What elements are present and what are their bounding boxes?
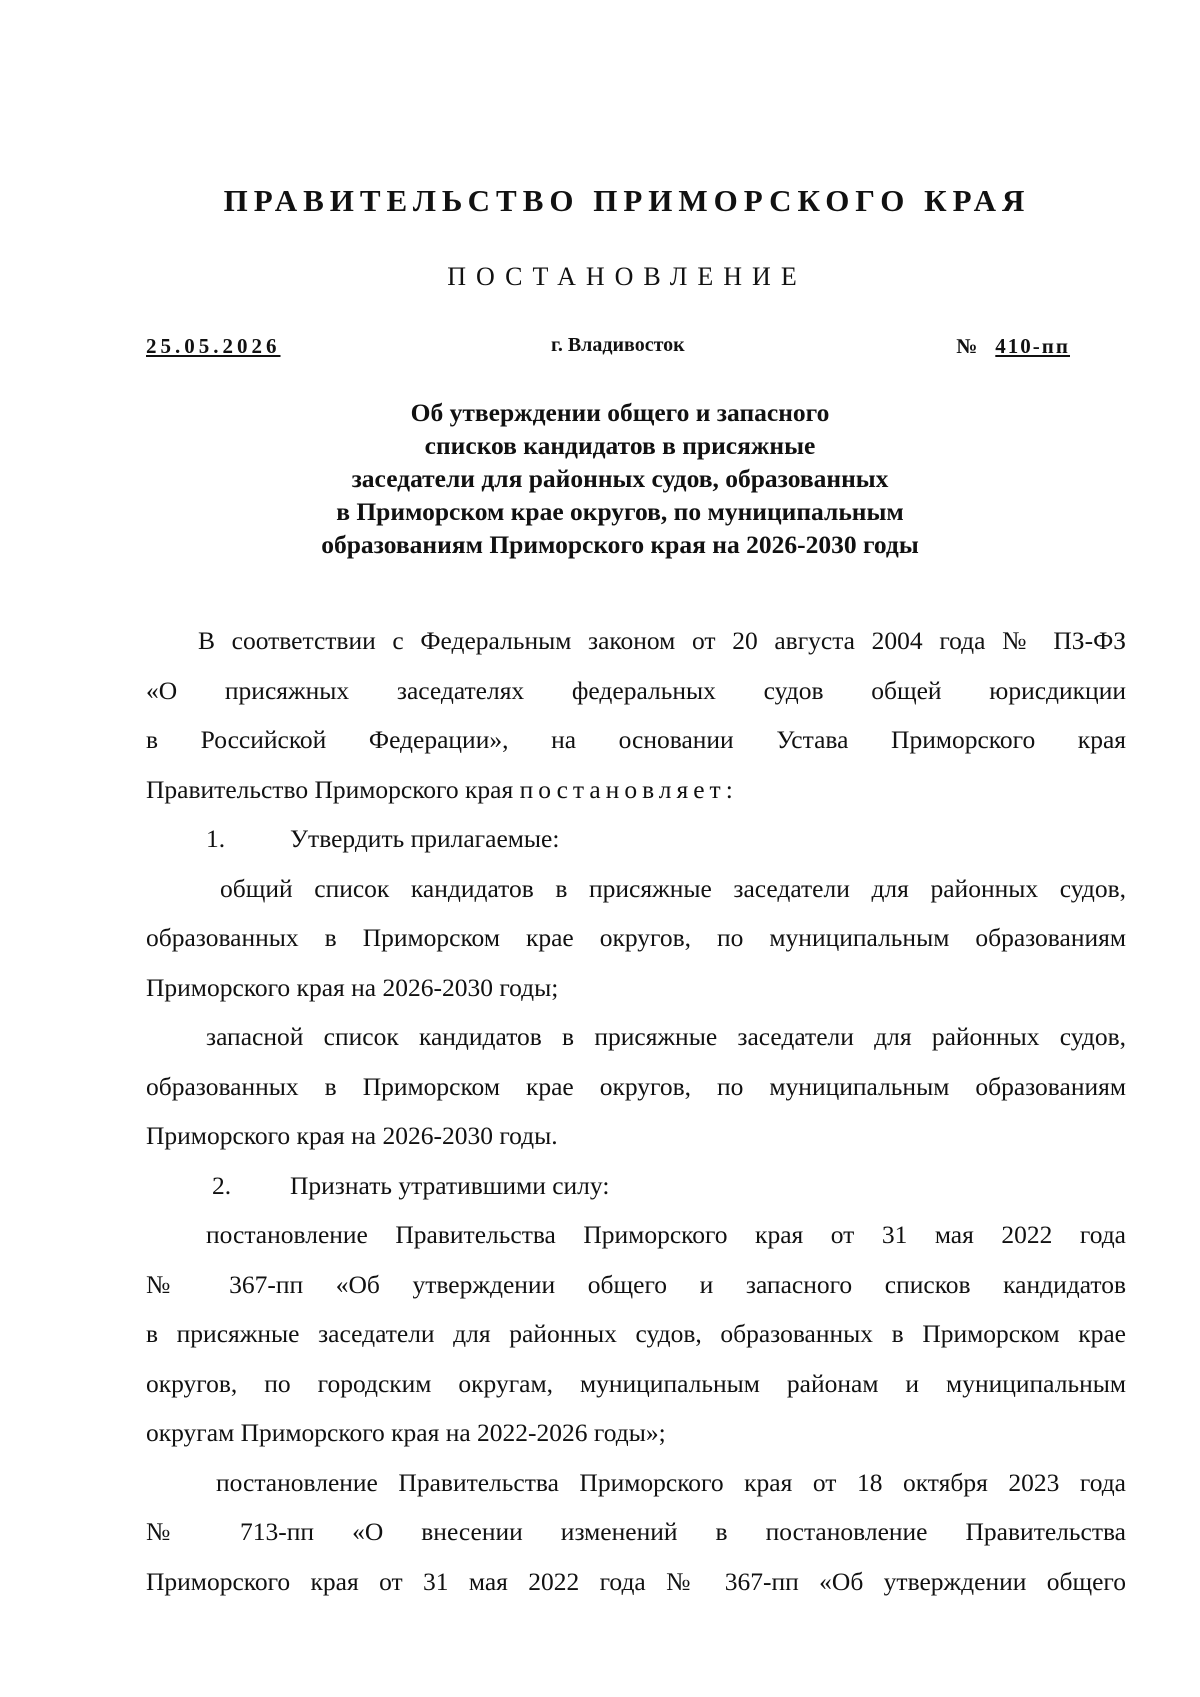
paragraph-line: образованных в Приморском крае округов, по муниципальным образованиям bbox=[146, 923, 1126, 952]
item-2-number: 2. bbox=[212, 1170, 232, 1200]
number-sign: № bbox=[956, 334, 980, 358]
item-2-repealed-act-2 bbox=[146, 1458, 1126, 1607]
document-date: 25.05.2026 bbox=[146, 334, 281, 358]
document-meta bbox=[146, 334, 1070, 366]
preamble-paragraph bbox=[146, 616, 1126, 814]
document-number bbox=[956, 334, 1070, 359]
paragraph-line: образованных в Приморском крае округов, по муниципальным образованиям bbox=[146, 1071, 1126, 1101]
paragraph-line: запасной список кандидатов в присяжные заседатели для районных судов, bbox=[206, 1022, 1126, 1051]
paragraph-line: постановление Правительства Приморского края от 31 мая 2022 года bbox=[206, 1220, 1126, 1249]
number-value: 410-пп bbox=[995, 334, 1070, 358]
document-kind: ПОСТАНОВЛЕНИЕ bbox=[447, 262, 807, 291]
item-2-repealed-act-1 bbox=[146, 1210, 1126, 1458]
subject-line: в Приморском крае округов, по муниципальным bbox=[336, 497, 904, 526]
subject-line: Об утверждении общего и запасного bbox=[410, 398, 830, 427]
subject-line: заседатели для районных судов, образованных bbox=[351, 464, 889, 493]
paragraph-line: округов, по городским округам, муниципальным районам и муниципальным bbox=[146, 1368, 1126, 1398]
preamble-resolves: постановляет: bbox=[519, 774, 738, 804]
paragraph-line: в присяжные заседатели для районных судов, образованных в Приморском крае bbox=[146, 1319, 1126, 1348]
preamble-line: В соответствии с Федеральным законом от 20 августа 2004 года № ПЗ-ФЗ bbox=[198, 626, 1126, 655]
paragraph-line: Приморского края на 2026-2030 годы; bbox=[146, 972, 559, 1002]
paragraph-line: Приморского края от 31 мая 2022 года № 367-пп «Об утверждении общего bbox=[146, 1566, 1126, 1596]
document-subject bbox=[220, 396, 1020, 561]
paragraph-line: № 367-пп «Об утверждении общего и запасного списков кандидатов bbox=[146, 1269, 1126, 1299]
government-title: ПРАВИТЕЛЬСТВО ПРИМОРСКОГО КРАЯ bbox=[223, 183, 1031, 218]
item-1-heading bbox=[146, 814, 1126, 864]
item-2-heading bbox=[146, 1161, 1126, 1211]
preamble-line: «О присяжных заседателях федеральных судов общей юрисдикции bbox=[146, 675, 1126, 705]
paragraph-line: Приморского края на 2026-2030 годы. bbox=[146, 1121, 558, 1150]
item-1-number: 1. bbox=[206, 824, 226, 853]
subject-line: списков кандидатов в присяжные bbox=[424, 431, 816, 460]
item-1-list-general bbox=[146, 864, 1126, 1013]
document-body bbox=[146, 616, 1126, 1606]
subject-line: образованиям Приморского края на 2026-2030 годы bbox=[321, 530, 919, 559]
paragraph-line: округам Приморского края на 2022-2026 годы»; bbox=[146, 1418, 666, 1447]
preamble-last-prefix: Правительство Приморского края bbox=[146, 774, 520, 804]
paragraph-line: постановление Правительства Приморского края от 18 октября 2023 года bbox=[216, 1467, 1126, 1497]
paragraph-line: № 713-пп «О внесении изменений в постановление Правительства bbox=[146, 1517, 1126, 1546]
preamble-line: в Российской Федерации», на основании Устава Приморского края bbox=[146, 725, 1126, 754]
item-2-text: Признать утратившими силу: bbox=[290, 1170, 610, 1200]
document-city: г. Владивосток bbox=[551, 334, 685, 356]
paragraph-line: общий список кандидатов в присяжные заседатели для районных судов, bbox=[220, 873, 1126, 903]
item-1-list-reserve bbox=[146, 1012, 1126, 1161]
item-1-text: Утвердить прилагаемые: bbox=[290, 824, 560, 853]
preamble-line bbox=[146, 765, 1126, 815]
